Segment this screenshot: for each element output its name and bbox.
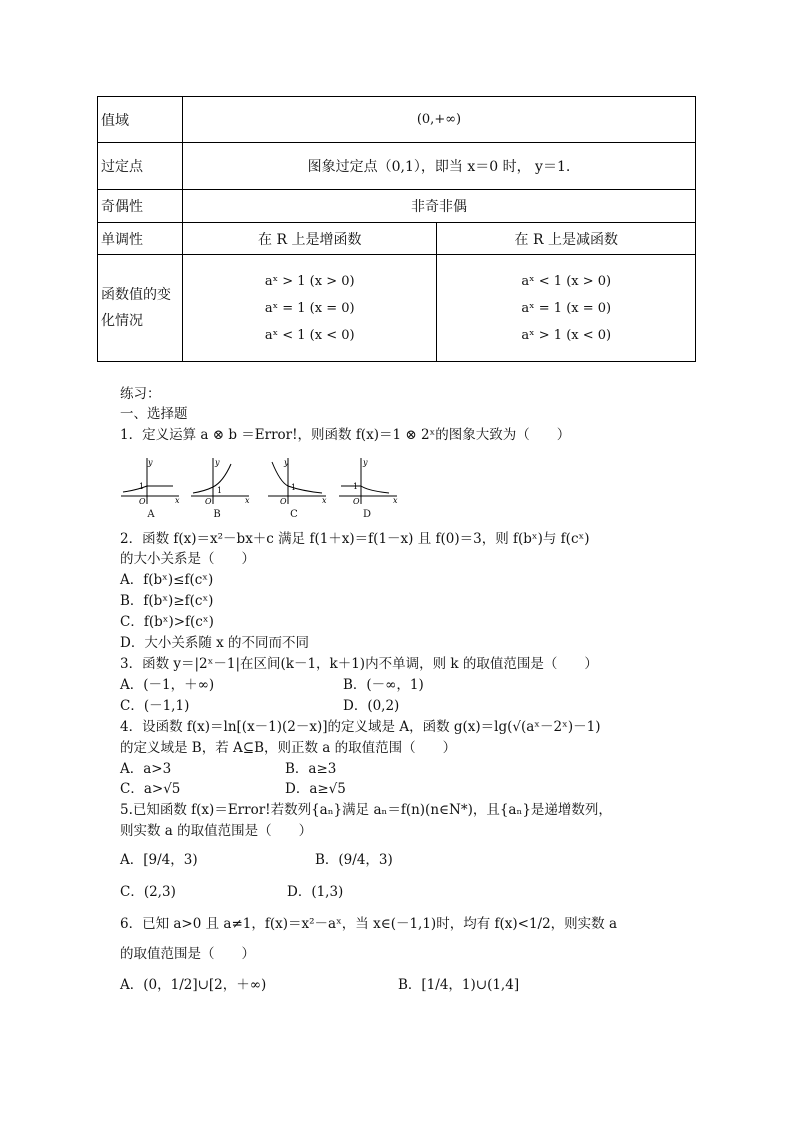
graph-label: A bbox=[147, 509, 155, 520]
svg-text:O: O bbox=[139, 497, 146, 506]
svg-text:x: x bbox=[393, 496, 398, 505]
graph-b-plot bbox=[187, 456, 251, 508]
question-3: 3．函数 y＝|2ˣ－1|在区间(k－1，k＋1)内不单调，则 k 的取值范围是（ ） bbox=[120, 656, 598, 672]
value-case: aˣ < 1 (x > 0) bbox=[521, 273, 612, 289]
table-row bbox=[98, 190, 696, 223]
question-2-line-1: 2．函数 f(x)＝x²－bx＋c 满足 f(1＋x)＝f(1－x) 且 f(0)＝3，则 f(bˣ)与 f(cˣ) bbox=[120, 531, 590, 547]
svg-text:x: x bbox=[175, 496, 180, 505]
svg-text:y: y bbox=[284, 458, 289, 467]
row-header bbox=[98, 255, 183, 362]
option-b: B．(9/4，3) bbox=[315, 852, 393, 868]
svg-text:1: 1 bbox=[291, 483, 297, 492]
option-d: D．(0,2) bbox=[343, 698, 400, 714]
graph-option-b bbox=[187, 456, 251, 520]
option-a: A．[9/4，3) bbox=[120, 852, 198, 868]
option-a: A．(0，1/2]∪[2，＋∞) bbox=[120, 977, 267, 993]
option-d: D．a≥√5 bbox=[285, 781, 346, 797]
monotonic-decreasing-cell: 在 R 上是减函数 bbox=[437, 223, 696, 255]
svg-text:1: 1 bbox=[217, 486, 223, 495]
section-title: 一、选择题 bbox=[120, 406, 188, 422]
svg-text:O: O bbox=[280, 497, 287, 506]
svg-text:1: 1 bbox=[353, 482, 359, 491]
question-5-line-2: 则实数 a 的取值范围是（ ） bbox=[120, 823, 313, 839]
graph-c-plot bbox=[264, 456, 328, 508]
parity-cell: 非奇非偶 bbox=[182, 190, 695, 223]
fixed-point-cell bbox=[182, 143, 695, 190]
fixed-point-text: 图象过定点（0,1），即当 x＝0 时， y＝1. bbox=[307, 159, 571, 175]
question-4-line-1: 4．设函数 f(x)＝ln[(x－1)(2－x)]的定义域是 A，函数 g(x)＝lg(√(aˣ－2ˣ)－1) bbox=[120, 719, 601, 735]
range-cell: (0,+∞) bbox=[182, 97, 695, 143]
option-c: C．(2,3) bbox=[120, 884, 176, 900]
graph-option-c bbox=[264, 456, 328, 520]
value-change-right-cell bbox=[437, 255, 696, 362]
option-c: C．a>√5 bbox=[120, 781, 181, 797]
svg-text:x: x bbox=[322, 496, 327, 505]
value-change-left-cell bbox=[182, 255, 437, 362]
graph-label: D bbox=[362, 509, 372, 520]
row-header: 单调性 bbox=[98, 223, 183, 255]
table-row bbox=[98, 143, 696, 190]
value-case: aˣ = 1 (x = 0) bbox=[264, 300, 355, 316]
value-case: aˣ < 1 (x < 0) bbox=[264, 327, 355, 343]
option-b: B．(－∞，1) bbox=[343, 677, 424, 693]
question-5-line-1: 5.已知函数 f(x)＝Error!若数列{aₙ}满足 aₙ＝f(n)(n∈N*)，且{aₙ}是递增数列， bbox=[120, 802, 612, 818]
option-d: D．大小关系随 x 的不同而不同 bbox=[120, 635, 310, 651]
value-case: aˣ > 1 (x > 0) bbox=[264, 273, 355, 289]
value-case: aˣ = 1 (x = 0) bbox=[521, 300, 612, 316]
value-case: aˣ > 1 (x < 0) bbox=[521, 327, 612, 343]
graph-option-d bbox=[335, 456, 399, 520]
option-a: A．a>3 bbox=[120, 761, 172, 777]
option-d: D．(1,3) bbox=[287, 884, 344, 900]
option-b: B．[1/4，1)∪(1,4] bbox=[398, 977, 520, 993]
exponential-properties-table bbox=[97, 96, 696, 362]
table-row bbox=[98, 223, 696, 255]
graph-label: B bbox=[213, 509, 221, 520]
row-header: 值域 bbox=[98, 97, 183, 143]
option-b: B．a≥3 bbox=[285, 761, 337, 777]
table-row bbox=[98, 97, 696, 143]
question-2-line-2: 的大小关系是（ ） bbox=[120, 551, 255, 567]
monotonic-increasing-cell: 在 R 上是增函数 bbox=[182, 223, 437, 255]
question-6-line-1: 6．已知 a>0 且 a≠1，f(x)＝x²－aˣ，当 x∈(－1,1)时，均有 f(x)<1/2，则实数 a bbox=[120, 916, 618, 932]
svg-text:x: x bbox=[245, 496, 250, 505]
table-row bbox=[98, 255, 696, 362]
svg-text:O: O bbox=[205, 497, 212, 506]
row-header: 过定点 bbox=[98, 143, 183, 190]
option-c: C．f(bˣ)>f(cˣ) bbox=[120, 614, 214, 630]
question-4-line-2: 的定义域是 B，若 A⊆B，则正数 a 的取值范围（ ） bbox=[120, 740, 457, 756]
svg-text:y: y bbox=[363, 458, 368, 467]
question-1: 1．定义运算 a ⊗ b ＝Error!，则函数 f(x)＝1 ⊗ 2ˣ的图象大致为（ ） bbox=[120, 427, 571, 443]
option-c: C．(－1,1) bbox=[120, 698, 190, 714]
svg-text:y: y bbox=[215, 458, 220, 467]
svg-text:1: 1 bbox=[139, 482, 145, 491]
svg-text:O: O bbox=[353, 497, 360, 506]
option-a: A．(－1，＋∞) bbox=[120, 677, 215, 693]
option-b: B．f(bˣ)≥f(cˣ) bbox=[120, 593, 214, 609]
svg-text:y: y bbox=[148, 458, 153, 467]
row-header-text: 函数值的变化情况 bbox=[101, 287, 171, 329]
exercise-heading: 练习： bbox=[120, 386, 161, 402]
option-a: A．f(bˣ)≤f(cˣ) bbox=[120, 572, 214, 588]
row-header: 奇偶性 bbox=[98, 190, 183, 223]
question-6-line-2: 的取值范围是（ ） bbox=[120, 946, 255, 962]
graph-d-plot bbox=[335, 456, 399, 508]
graph-label: C bbox=[290, 509, 298, 520]
graph-option-a bbox=[117, 456, 181, 520]
graph-a-plot bbox=[117, 456, 181, 508]
